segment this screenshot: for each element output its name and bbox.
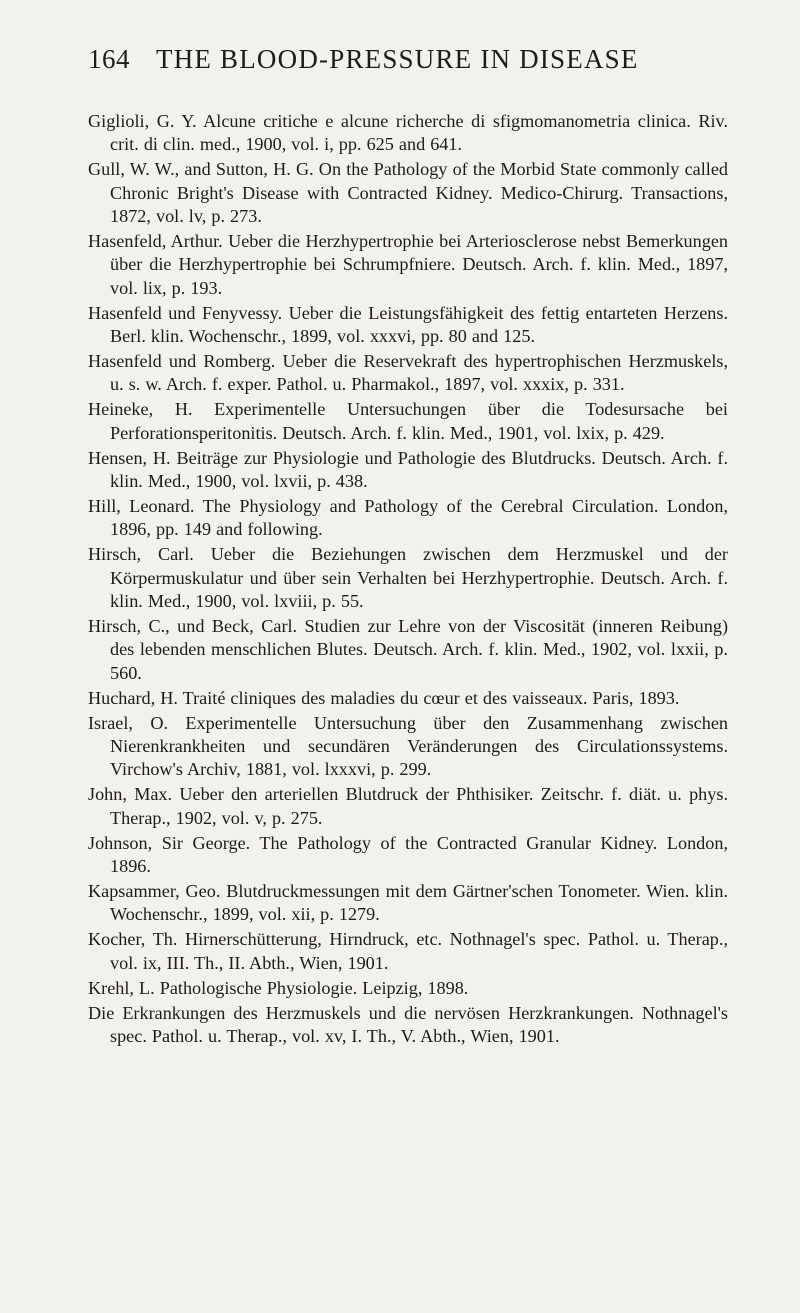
bibliography-entry: Gull, W. W., and Sutton, H. G. On the Pathology of the Morbid State commonly called Chronic Bright's Disease with Contracted Kidney. Medico-Chirurg. Transactions, 1872, vol. lv, p. 273. xyxy=(88,159,728,227)
bibliography-entry: Die Erkrankungen des Herzmuskels und die nervösen Herzkrankungen. Nothnagel's spec. Pathol. u. Therap., vol. xv, I. Th., V. Abth., Wien, 1901. xyxy=(88,1002,728,1046)
bibliography-entry: Hasenfeld und Romberg. Ueber die Reservekraft des hypertrophischen Herzmuskels, u. s. w. Arch. f. exper. Pathol. u. Pharmakol., 1897, vol. xxxix, p. 331. xyxy=(88,351,728,395)
bibliography-entry: Huchard, H. Traité cliniques des maladies du cœur et des vaisseaux. Paris, 1893. xyxy=(88,687,680,708)
bibliography-entry: Johnson, Sir George. The Pathology of the Contracted Granular Kidney. London, 1896. xyxy=(88,832,728,877)
bibliography-entry: Hensen, H. Beiträge zur Physiologie und Pathologie des Blutdrucks. Deutsch. Arch. f. klin. Med., 1900, vol. lxvii, p. 438. xyxy=(88,447,728,492)
bibliography-entry: Kapsammer, Geo. Blutdruckmessungen mit dem Gärtner'schen Tonometer. Wien. klin. Wochenschr., 1899, vol. xii, p. 1279. xyxy=(88,881,728,925)
bibliography-list xyxy=(88,110,728,1050)
bibliography-entry: Heineke, H. Experimentelle Untersuchungen über die Todesursache bei Perforationsperitonitis. Deutsch. Arch. f. klin. Med., 1901, vol. lxix, p. 429. xyxy=(88,399,728,443)
bibliography-entry: Hasenfeld, Arthur. Ueber die Herzhypertrophie bei Arteriosclerose nebst Bemerkungen über die Herzhypertrophie bei Schrumpfniere. Deutsch. Arch. f. klin. Med., 1897, vol. lix, p. 193. xyxy=(88,231,728,298)
bibliography-entry: Hill, Leonard. The Physiology and Pathology of the Cerebral Circulation. London, 1896, pp. 149 and following. xyxy=(88,496,728,540)
bibliography-entry: Krehl, L. Pathologische Physiologie. Leipzig, 1898. xyxy=(88,977,469,998)
running-title: THE BLOOD-PRESSURE IN DISEASE xyxy=(156,44,639,74)
page-number: 164 xyxy=(88,44,130,74)
bibliography-entry: Israel, O. Experimentelle Untersuchung über den Zusammenhang zwischen Nierenkrankheiten und secundären Veränderungen des Circulationssystems. Virchow's Archiv, 1881, vol. lxxxvi, p. 299. xyxy=(88,712,728,780)
bibliography-entry: Hasenfeld und Fenyvessy. Ueber die Leistungsfähigkeit des fettig entarteten Herzens. Berl. klin. Wochenschr., 1899, vol. xxxvi, pp. 80 and 125. xyxy=(88,302,728,347)
page-header xyxy=(0,44,800,84)
bibliography-entry: John, Max. Ueber den arteriellen Blutdruck der Phthisiker. Zeitschr. f. diät. u. phys. Therap., 1902, vol. v, p. 275. xyxy=(88,784,728,828)
bibliography-entry: Giglioli, G. Y. Alcune critiche e alcune richerche di sfigmomanometria clinica. Riv. crit. di clin. med., 1900, vol. i, pp. 625 and 641. xyxy=(88,111,728,155)
bibliography-entry: Hirsch, Carl. Ueber die Beziehungen zwischen dem Herzmuskel und der Körpermuskulatur und über sein Verhalten bei Herzhypertrophie. Deutsch. Arch. f. klin. Med., 1900, vol. lxviii, p. 55. xyxy=(88,544,728,612)
bibliography-entry: Hirsch, C., und Beck, Carl. Studien zur Lehre von der Viscosität (inneren Reibung) des lebenden menschlichen Blutes. Deutsch. Arch. f. klin. Med., 1902, vol. lxxii, p. 560. xyxy=(88,616,728,683)
bibliography-entry: Kocher, Th. Hirnerschütterung, Hirndruck, etc. Nothnagel's spec. Pathol. u. Therap., vol. ix, III. Th., II. Abth., Wien, 1901. xyxy=(88,929,728,973)
